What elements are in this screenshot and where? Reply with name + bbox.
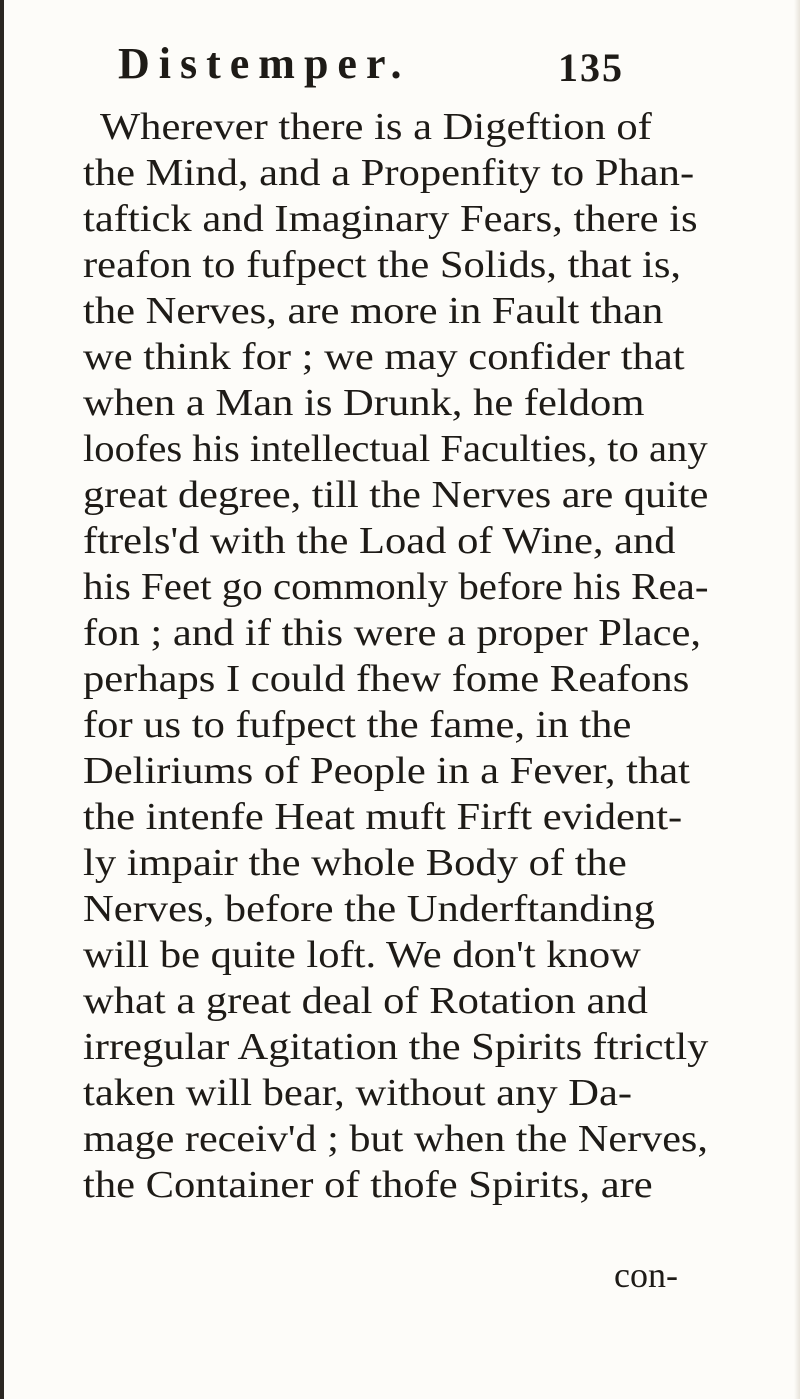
text-line: we think for ; we may confider that bbox=[83, 336, 685, 378]
text-line: Deliriums of People in a Fever, that bbox=[83, 750, 691, 792]
page-binding-edge bbox=[0, 0, 4, 1399]
text-line: Wherever there is a Digeftion of bbox=[100, 106, 652, 148]
text-line: taken will bear, without any Da- bbox=[83, 1072, 633, 1114]
text-line: loofes his intellectual Faculties, to any bbox=[83, 428, 708, 470]
text-line: the Container of thofe Spirits, are bbox=[83, 1164, 653, 1206]
text-line: reafon to fufpect the Solids, that is, bbox=[83, 244, 682, 286]
page-header bbox=[118, 34, 718, 94]
text-line: the intenfe Heat muft Firft evident- bbox=[83, 796, 683, 838]
page-outer-edge bbox=[794, 0, 800, 1399]
text-line: the Mind, and a Propenfity to Phan- bbox=[83, 152, 695, 194]
text-line: mage receiv'd ; but when the Nerves, bbox=[83, 1118, 708, 1160]
text-line: for us to fufpect the fame, in the bbox=[83, 704, 632, 746]
text-line: the Nerves, are more in Fault than bbox=[83, 290, 664, 332]
catchword: con- bbox=[614, 1255, 678, 1295]
text-line: great degree, till the Nerves are quite bbox=[83, 474, 709, 516]
text-line: his Feet go commonly before his Rea- bbox=[83, 566, 709, 608]
text-line: will be quite loft. We don't know bbox=[83, 934, 641, 976]
running-title: Distemper. bbox=[118, 39, 411, 88]
text-line: perhaps I could fhew fome Reafons bbox=[83, 658, 690, 700]
text-line: fon ; and if this were a proper Place, bbox=[83, 612, 702, 654]
text-line: ftrels'd with the Load of Wine, and bbox=[83, 520, 676, 562]
text-line: irregular Agitation the Spirits ftrictly bbox=[83, 1026, 709, 1068]
text-line: what a great deal of Rotation and bbox=[83, 980, 648, 1022]
text-line: Nerves, before the Underftanding bbox=[83, 888, 655, 930]
text-line: taftick and Imaginary Fears, there is bbox=[83, 198, 698, 240]
page-number: 135 bbox=[558, 45, 624, 90]
text-line: when a Man is Drunk, he feldom bbox=[83, 382, 645, 424]
text-line: ly impair the whole Body of the bbox=[83, 842, 627, 884]
